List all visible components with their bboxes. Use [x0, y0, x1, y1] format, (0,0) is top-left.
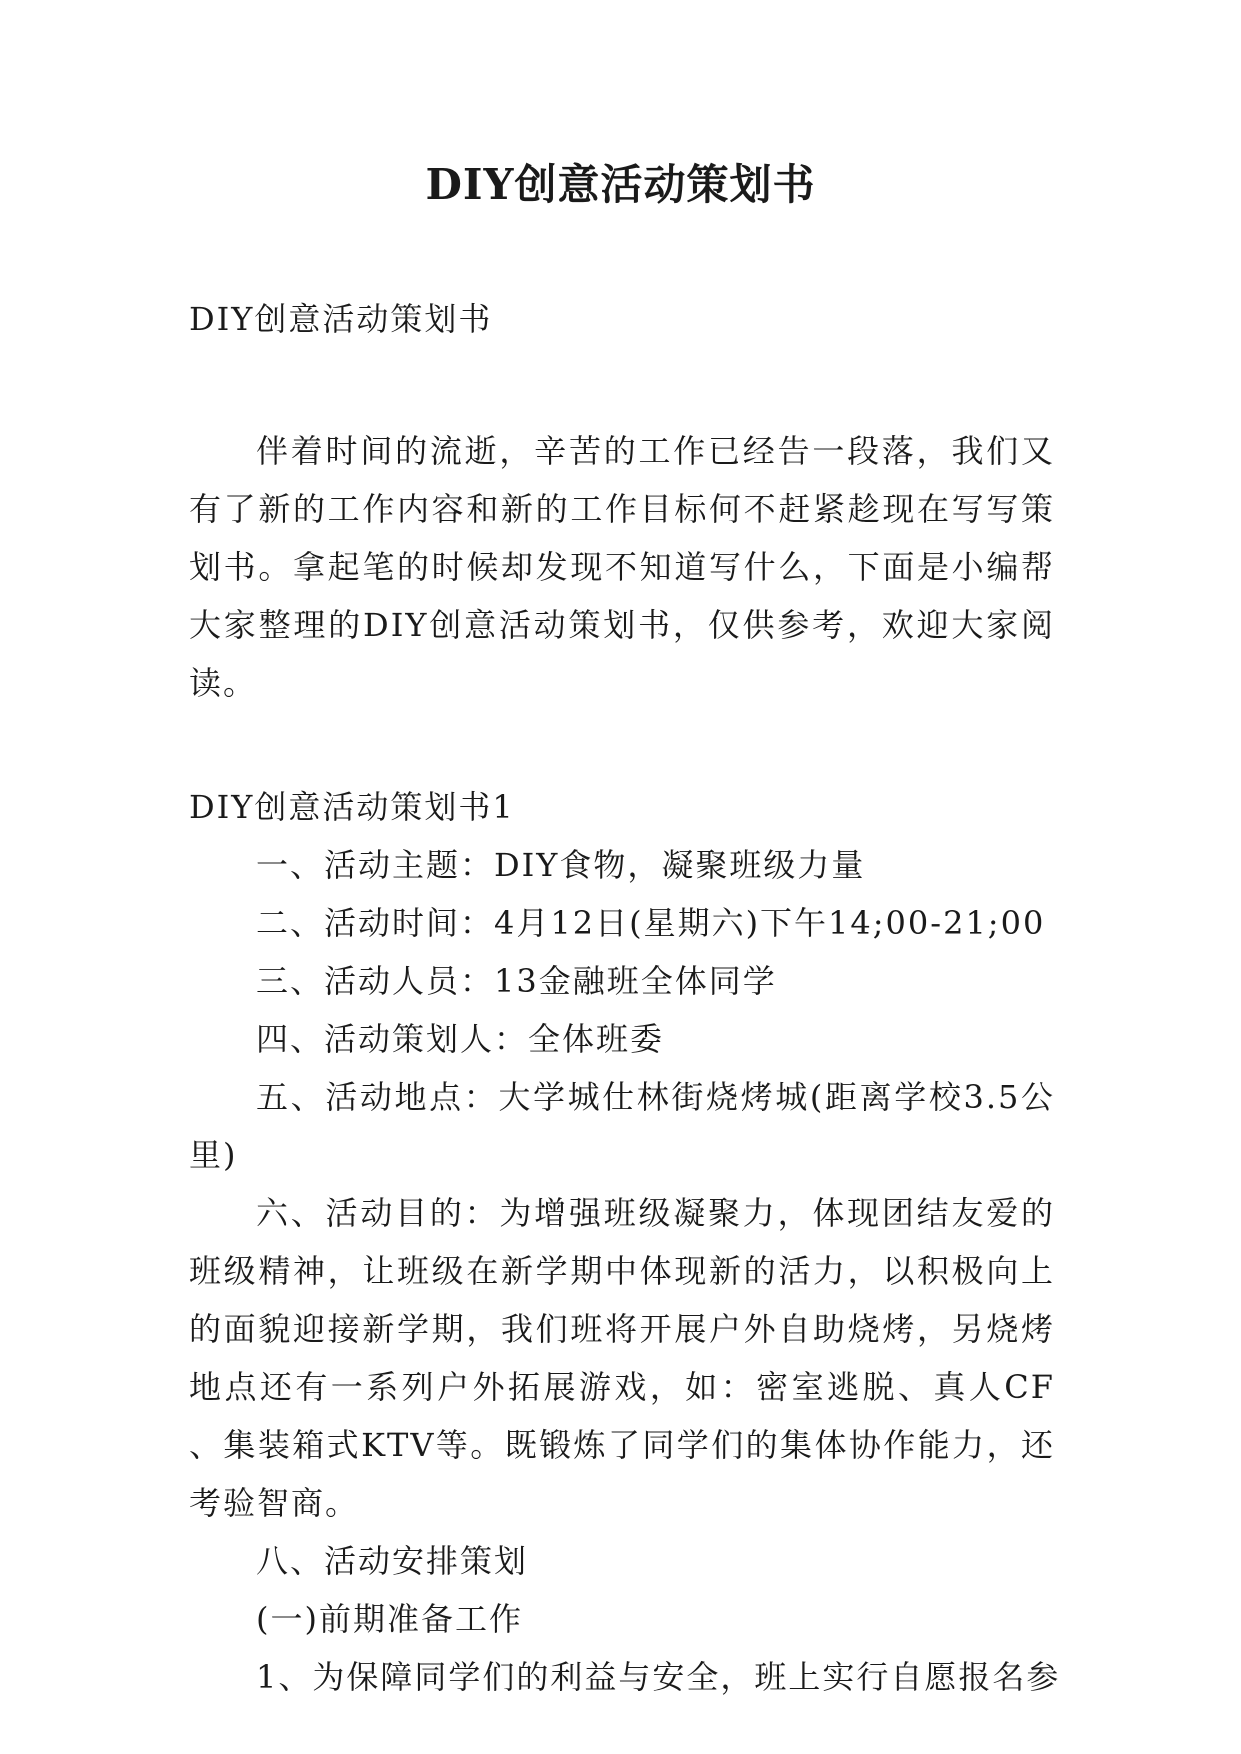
item-time: 二、活动时间：4月12日(星期六)下午14;00-21;00 [256, 904, 1046, 942]
subtitle: DIY创意活动策划书 [189, 300, 493, 338]
intro-paragraph: 伴着时间的流逝，辛苦的工作已经告一段落，我们又有了新的工作内容和新的工作目标何不赶紧趁现在写写策划书。拿起笔的时候却发现不知道写什么，下面是小编帮大家整理的DIY创意活动策划书，仅供参考，欢迎大家阅读。 [189, 432, 1055, 702]
item-location: 五、活动地点：大学城仕林街烧烤城(距离学校3.5公里) [189, 1078, 1055, 1174]
item-theme: 一、活动主题：DIY食物，凝聚班级力量 [256, 846, 866, 884]
item-prep: (一)前期准备工作 [256, 1600, 523, 1638]
spacer [189, 712, 1055, 778]
document-title: DIY创意活动策划书 [425, 160, 816, 209]
item-people: 三、活动人员：13金融班全体同学 [256, 962, 777, 1000]
spacer [189, 348, 1055, 422]
item-step1: 1、为保障同学们的利益与安全，班上实行自愿报名参 [256, 1658, 1061, 1696]
item-planner: 四、活动策划人：全体班委 [256, 1020, 665, 1058]
item-purpose: 六、活动目的：为增强班级凝聚力，体现团结友爱的班级精神，让班级在新学期中体现新的活力，以积极向上的面貌迎接新学期，我们班将开展户外自助烧烤，另烧烤地点还有一系列户外拓展游戏，如：密室逃脱、真人CF 、集装箱式KTV等。既锻炼了同学们的集体协作能力，还考验智商。 [189, 1194, 1055, 1522]
section-heading: DIY创意活动策划书1 [189, 788, 515, 826]
document-body [189, 290, 1061, 1706]
item-arrangement: 八、活动安排策划 [256, 1542, 529, 1580]
